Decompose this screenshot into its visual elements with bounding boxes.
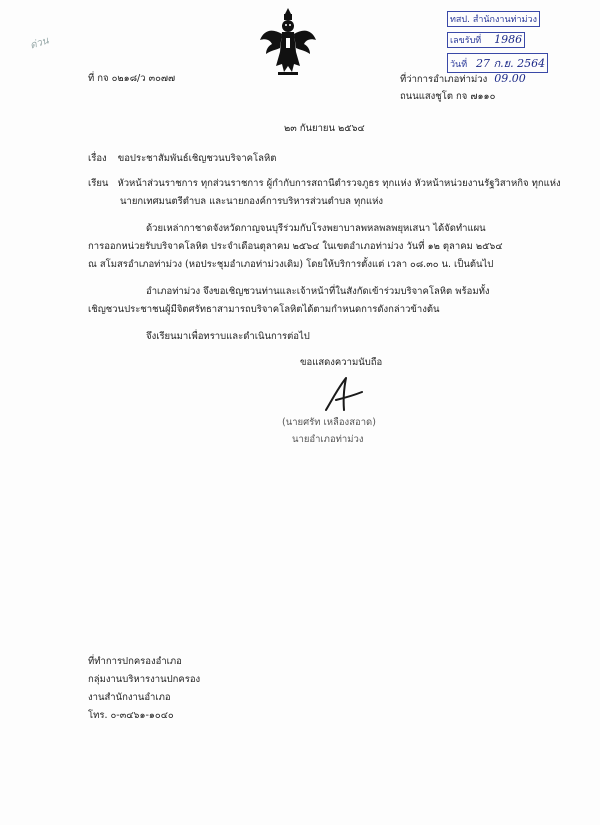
stamp-received-label: เลขรับที่	[450, 36, 482, 46]
footer-line3: งานสำนักงานอำเภอ	[88, 692, 171, 703]
office-address-line1	[400, 72, 526, 86]
signer-name: (นายศรัท เหลืองสอาด)	[282, 417, 376, 428]
footer-phone: โทร. ๐-๓๔๖๑-๑๐๔๐	[88, 710, 174, 721]
stamp-received-no	[447, 32, 525, 48]
reference-number: ที่ กจ ๐๒๑๘/ว ๓๐๗๗	[88, 73, 176, 84]
recipient-label: เรียน	[88, 178, 109, 189]
subject-line	[88, 152, 276, 165]
stamp-date-value: 27 ก.ย. 2564	[476, 57, 546, 70]
letter-date: ๒๓ กันยายน ๒๕๖๔	[284, 123, 365, 134]
handwritten-signature	[316, 370, 376, 418]
closing-text: ขอแสดงความนับถือ	[300, 357, 383, 368]
footer-line1: ที่ทำการปกครองอำเภอ	[88, 656, 182, 667]
footer-line2: กลุ่มงานบริหารงานปกครอง	[88, 674, 201, 685]
stamp-received-date	[447, 53, 548, 73]
body-p2-line1: อำเภอท่าม่วง จึงขอเชิญชวนท่านและเจ้าหน้าที่ในสังกัดเข้าร่วมบริจาคโลหิต พร้อมทั้ง	[146, 286, 490, 297]
subject-label: เรื่อง	[88, 153, 107, 164]
recipient-text-1: หัวหน้าส่วนราชการ ทุกส่วนราชการ ผู้กำกับการสถานีตำรวจภูธร ทุกแห่ง หัวหน้าหน่วยงานรัฐวิสาหกิจ ทุกแห่ง	[117, 178, 561, 189]
body-p1-line2: การออกหน่วยรับบริจาคโลหิต ประจำเดือนตุลาคม ๒๕๖๔ ในเขตอำเภอท่าม่วง วันที่ ๑๒ ตุลาคม ๒๕๖๔	[88, 241, 503, 252]
subject-text: ขอประชาสัมพันธ์เชิญชวนบริจาคโลหิต	[117, 153, 277, 164]
body-p1-line3: ณ สโมสรอำเภอท่าม่วง (หอประชุมอำเภอท่าม่วงเดิม) โดยให้บริการตั้งแต่ เวลา ๐๘.๓๐ น. เป็นต้นไป	[88, 259, 494, 270]
stamp-office: ทสป. สำนักงานท่าม่วง	[447, 11, 540, 27]
signer-title: นายอำเภอท่าม่วง	[292, 434, 364, 445]
body-p1-line1: ด้วยเหล่ากาชาดจังหวัดกาญจนบุรีร่วมกับโรงพยาบาลพหลพลพยุหเสนา ได้จัดทำแผน	[146, 223, 486, 234]
office-address-line2: ถนนแสงชูโต กจ ๗๑๑๐	[400, 91, 496, 102]
office-name: ที่ว่าการอำเภอท่าม่วง	[400, 74, 488, 85]
margin-handwritten-note: ด่วน	[28, 35, 51, 52]
stamp-received-value: 1986	[494, 33, 523, 46]
body-p3: จึงเรียนมาเพื่อทราบและดำเนินการต่อไป	[146, 331, 310, 342]
receiving-stamp	[447, 8, 553, 70]
garuda-emblem-icon	[258, 6, 318, 78]
stamp-time-value: 09.00	[494, 72, 526, 85]
body-p2-line2: เชิญชวนประชาชนผู้มีจิตศรัทธาสามารถบริจาคโลหิตได้ตามกำหนดการดังกล่าวข้างต้น	[88, 304, 440, 315]
recipient-line1	[88, 177, 561, 190]
stamp-date-label: วันที่	[450, 60, 468, 70]
recipient-line2: นายกเทศมนตรีตำบล และนายกองค์การบริหารส่วนตำบล ทุกแห่ง	[120, 196, 384, 207]
